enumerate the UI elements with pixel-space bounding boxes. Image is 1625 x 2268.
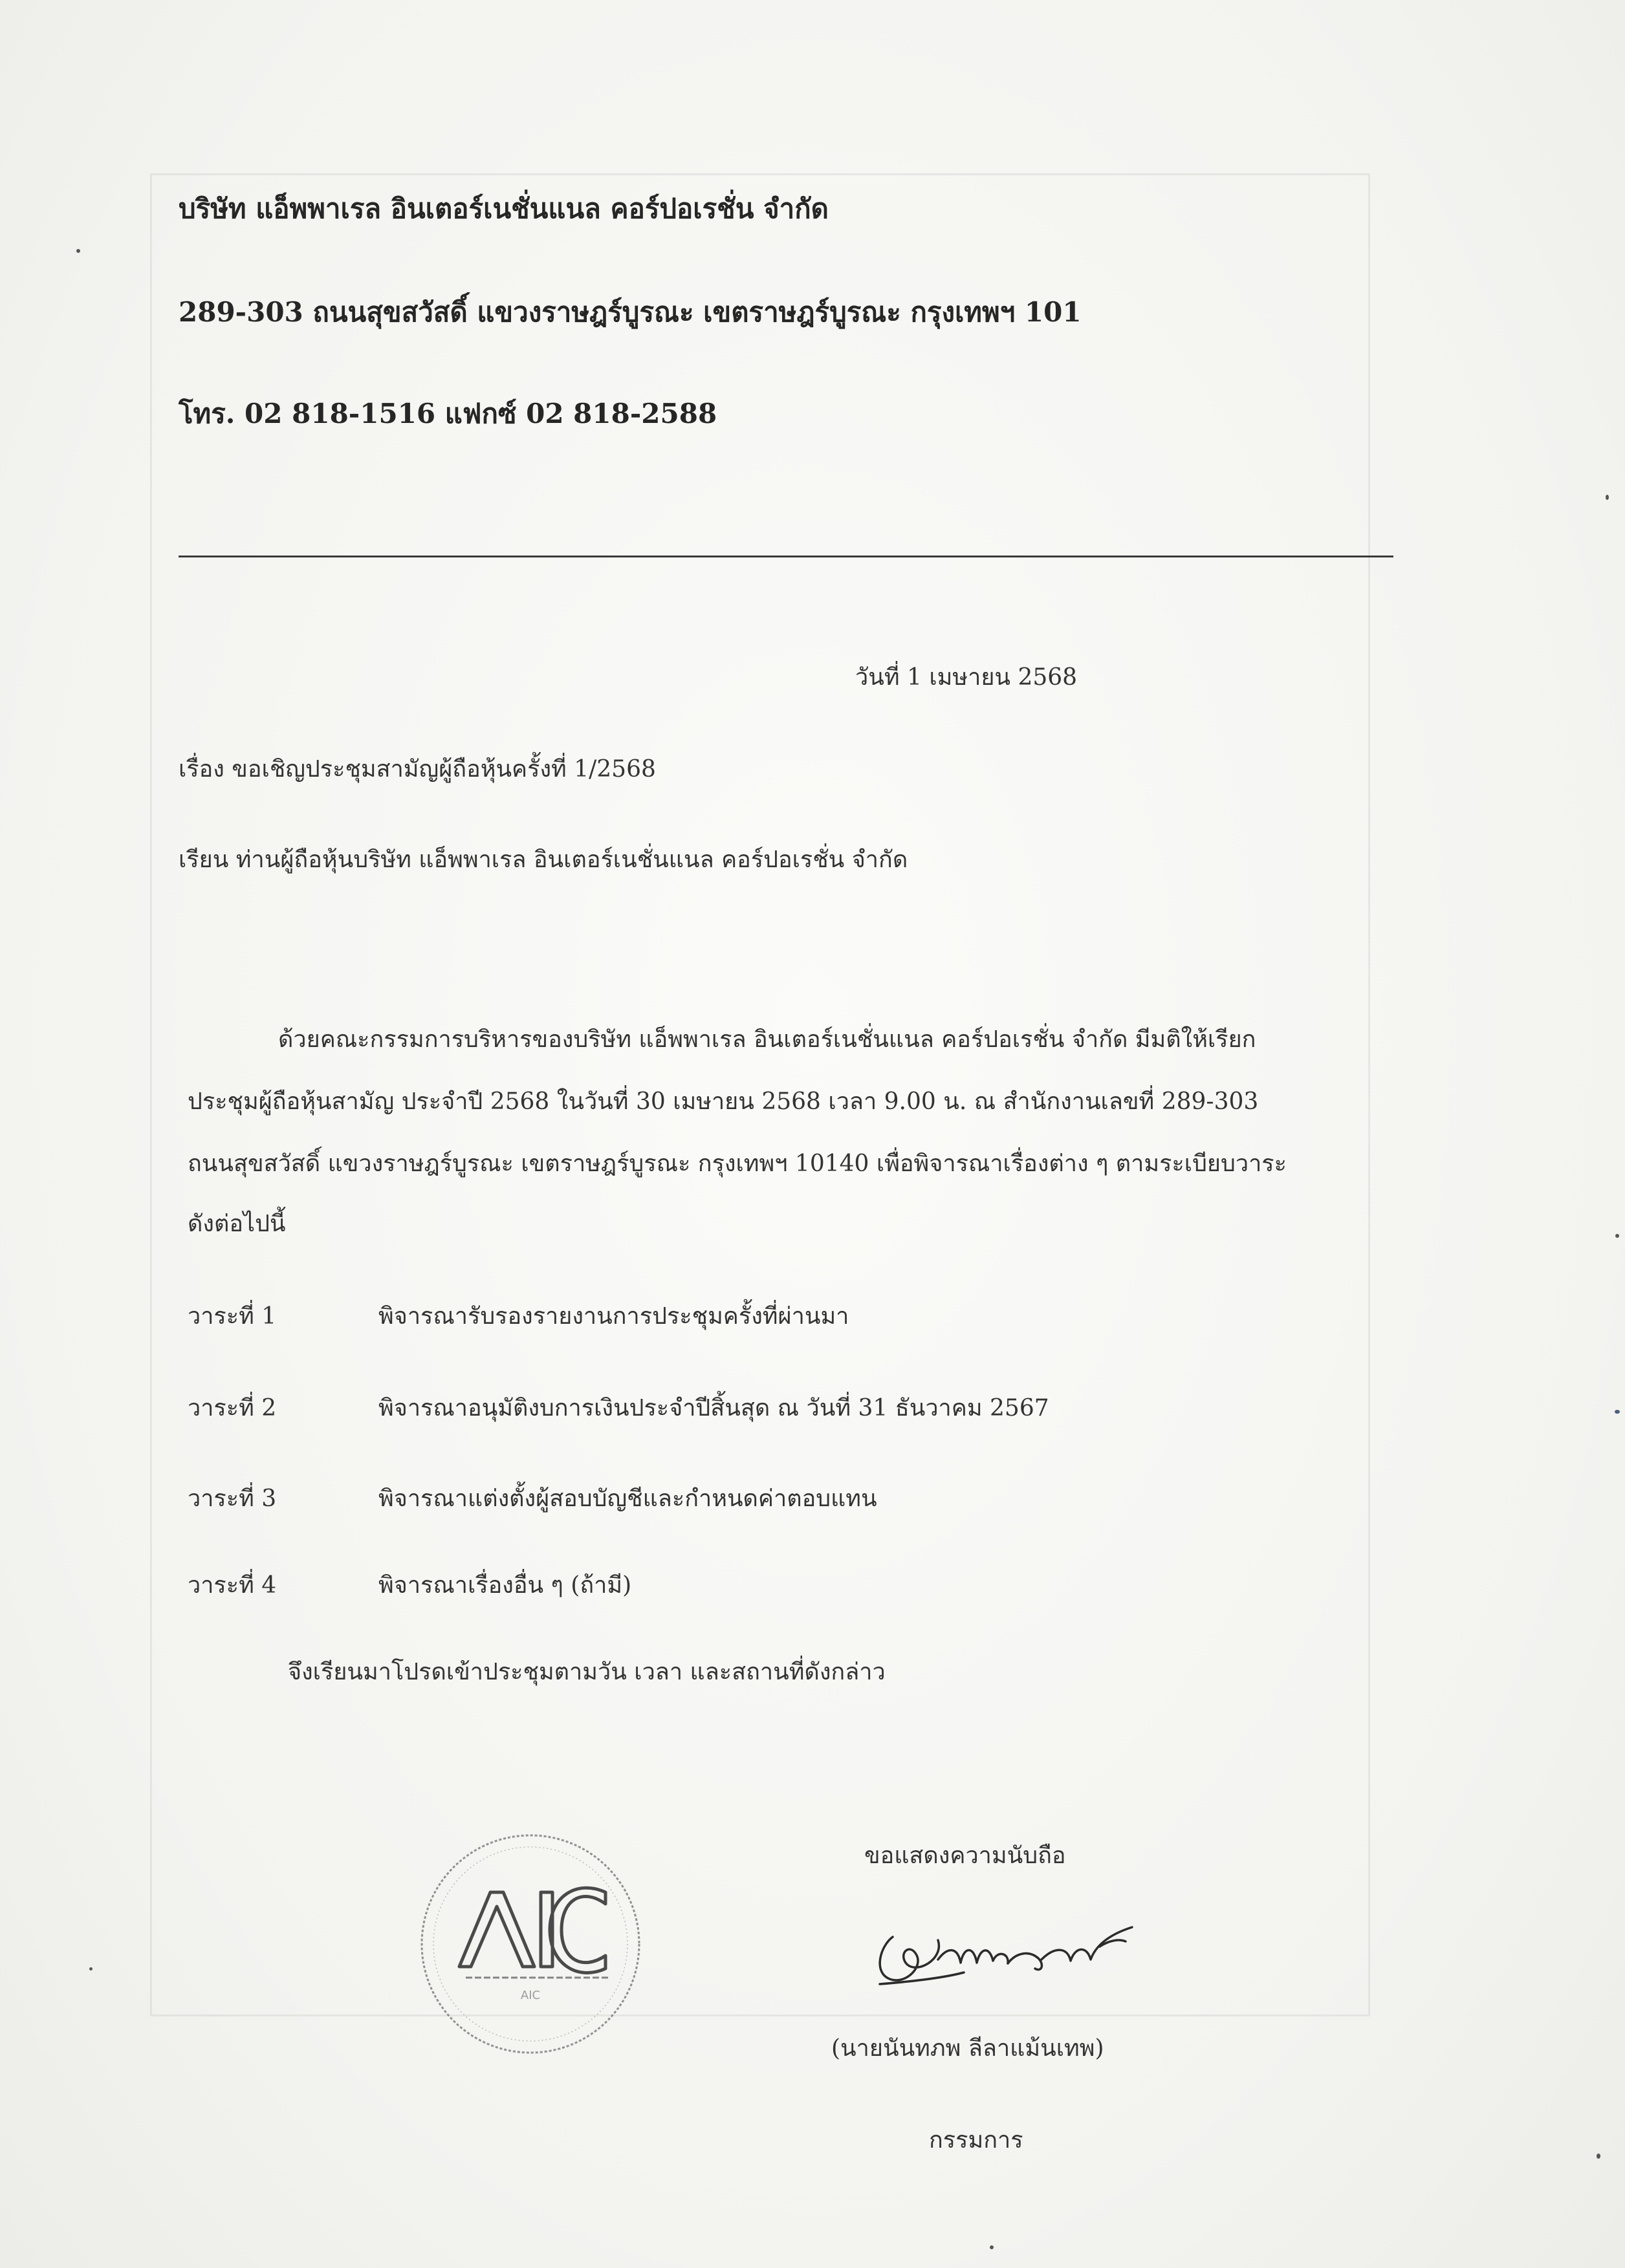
letterhead-divider bbox=[179, 556, 1393, 557]
scan-speck bbox=[89, 1967, 93, 1971]
signer-title: กรรมการ bbox=[929, 2127, 1023, 2154]
body-line-1: ด้วยคณะกรรมการบริหารของบริษัท แอ็พพาเรล อินเตอร์เนชั่นแนล คอร์ปอเรชั่น จำกัด มีมติให้เรียก bbox=[278, 1026, 1256, 1053]
company-contact: โทร. 02 818-1516 แฟกซ์ 02 818-2588 bbox=[179, 398, 717, 429]
agenda-number-1: วาระที่ 1 bbox=[188, 1303, 277, 1330]
scan-speck bbox=[990, 2245, 994, 2249]
agenda-text-2: พิจารณาอนุมัติงบการเงินประจำปีสิ้นสุด ณ วันที่ 31 ธันวาคม 2567 bbox=[378, 1395, 1049, 1421]
handwritten-signature-icon bbox=[854, 1901, 1158, 2005]
body-line-2: ประชุมผู้ถือหุ้นสามัญ ประจำปี 2568 ในวันที่ 30 เมษายน 2568 เวลา 9.00 น. ณ สำนักงานเลขที่ 289-303 bbox=[188, 1088, 1259, 1115]
scan-speck bbox=[1606, 495, 1609, 500]
body-line-4: ดังต่อไปนี้ bbox=[188, 1211, 286, 1237]
scan-speck bbox=[76, 249, 80, 253]
signoff: ขอแสดงความนับถือ bbox=[864, 1842, 1066, 1869]
seal-logo-text: AIC bbox=[520, 1989, 541, 2002]
agenda-text-4: พิจารณาเรื่องอื่น ๆ (ถ้ามี) bbox=[378, 1572, 632, 1599]
agenda-number-4: วาระที่ 4 bbox=[188, 1572, 277, 1599]
scan-speck bbox=[1615, 1234, 1619, 1238]
letter-salutation: เรียน ท่านผู้ถือหุ้นบริษัท แอ็พพาเรล อินเตอร์เนชั่นแนล คอร์ปอเรชั่น จำกัด bbox=[179, 847, 908, 873]
agenda-number-3: วาระที่ 3 bbox=[188, 1485, 277, 1512]
company-name: บริษัท แอ็พพาเรล อินเตอร์เนชั่นแนล คอร์ปอเรชั่น จำกัด bbox=[179, 193, 829, 224]
closing-line: จึงเรียนมาโปรดเข้าประชุมตามวัน เวลา และสถานที่ดังกล่าว bbox=[288, 1659, 886, 1685]
letter-subject: เรื่อง ขอเชิญประชุมสามัญผู้ถือหุ้นครั้งที่ 1/2568 bbox=[179, 756, 656, 783]
agenda-text-1: พิจารณารับรองรายงานการประชุมครั้งที่ผ่านมา bbox=[378, 1303, 849, 1330]
company-address: 289-303 ถนนสุขสวัสดิ์ แขวงราษฎร์บูรณะ เขตราษฎร์บูรณะ กรุงเทพฯ 101 bbox=[179, 296, 1082, 328]
scan-speck bbox=[1597, 2154, 1600, 2159]
agenda-text-3: พิจารณาแต่งตั้งผู้สอบบัญชีและกำหนดค่าตอบแทน bbox=[378, 1485, 877, 1512]
agenda-number-2: วาระที่ 2 bbox=[188, 1395, 277, 1421]
scan-speck bbox=[1615, 1410, 1620, 1414]
signer-name: (นายนันทภพ ลีลาแม้นเทพ) bbox=[831, 2035, 1104, 2062]
letter-date: วันที่ 1 เมษายน 2568 bbox=[855, 664, 1078, 691]
body-line-3: ถนนสุขสวัสดิ์ แขวงราษฎร์บูรณะ เขตราษฎร์บูรณะ กรุงเทพฯ 10140 เพื่อพิจารณาเรื่องต่าง ๆ ตามระเบียบวาระ bbox=[188, 1150, 1287, 1177]
company-seal-icon bbox=[414, 1828, 647, 2060]
